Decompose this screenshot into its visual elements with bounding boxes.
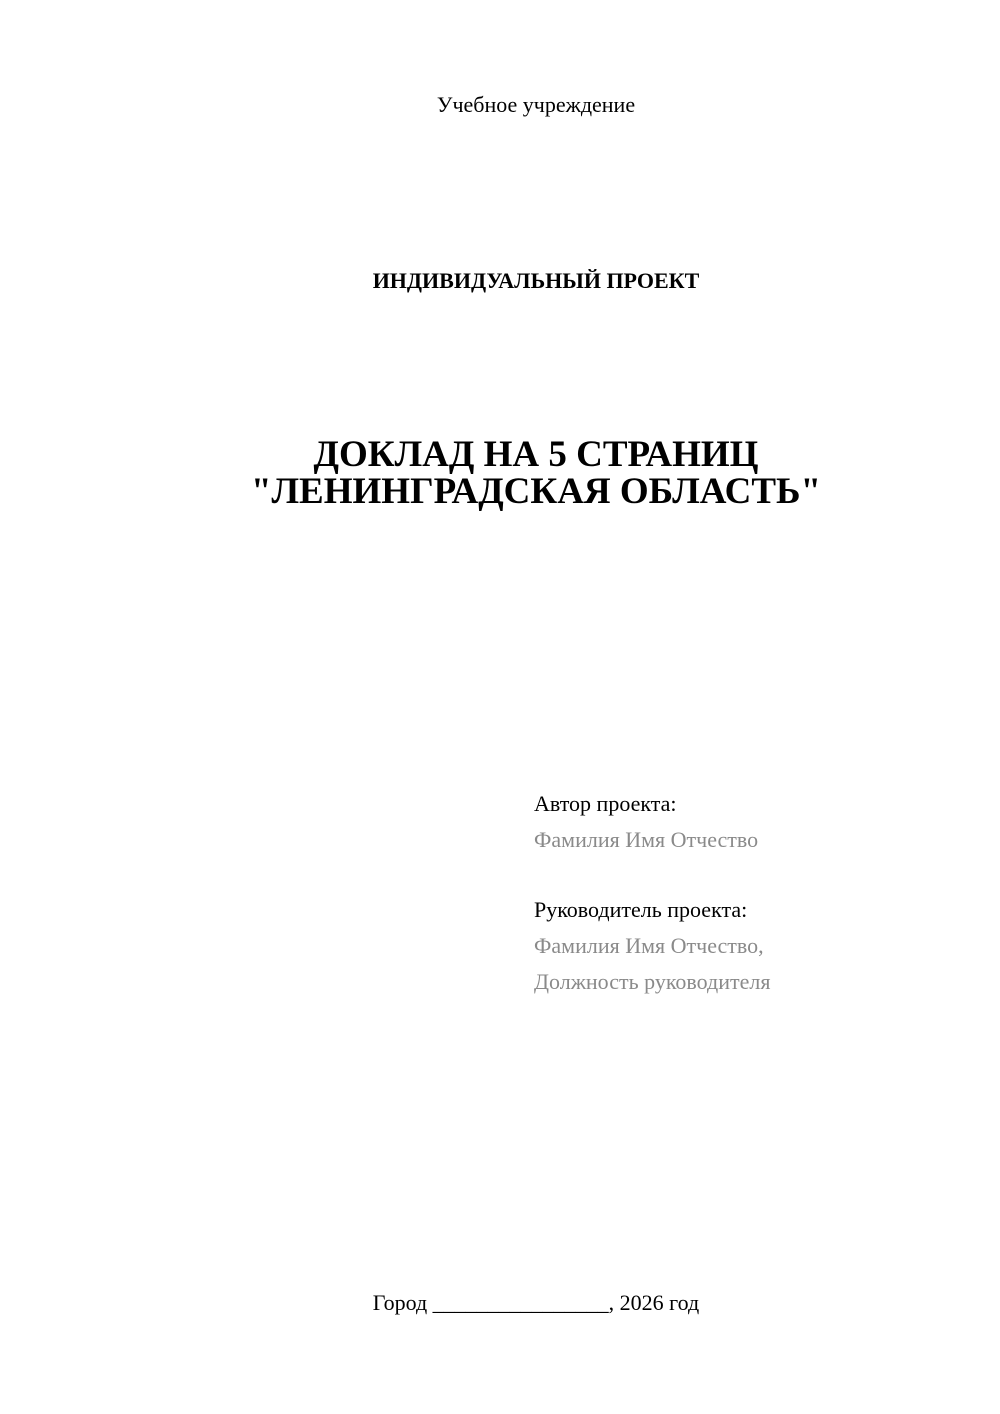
project-type-heading: ИНДИВИДУАЛЬНЫЙ ПРОЕКТ [372,268,700,293]
document-title [0,436,1000,510]
supervisor-block [534,892,770,1000]
city-year-line: Город ________________, 2026 год [372,1290,700,1315]
document-title-line-1: ДОКЛАД НА 5 СТРАНИЦ [313,434,759,475]
supervisor-label: Руководитель проекта: [534,897,748,922]
document-title-line-2: "ЛЕНИНГРАДСКАЯ ОБЛАСТЬ" [250,471,822,512]
author-block [534,786,758,858]
institution-name: Учебное учреждение [436,92,636,117]
author-label: Автор проекта: [534,791,677,816]
supervisor-name-placeholder: Фамилия Имя Отчество, [534,933,764,958]
author-name-placeholder: Фамилия Имя Отчество [534,827,759,852]
supervisor-position-placeholder: Должность руководителя [534,969,771,994]
